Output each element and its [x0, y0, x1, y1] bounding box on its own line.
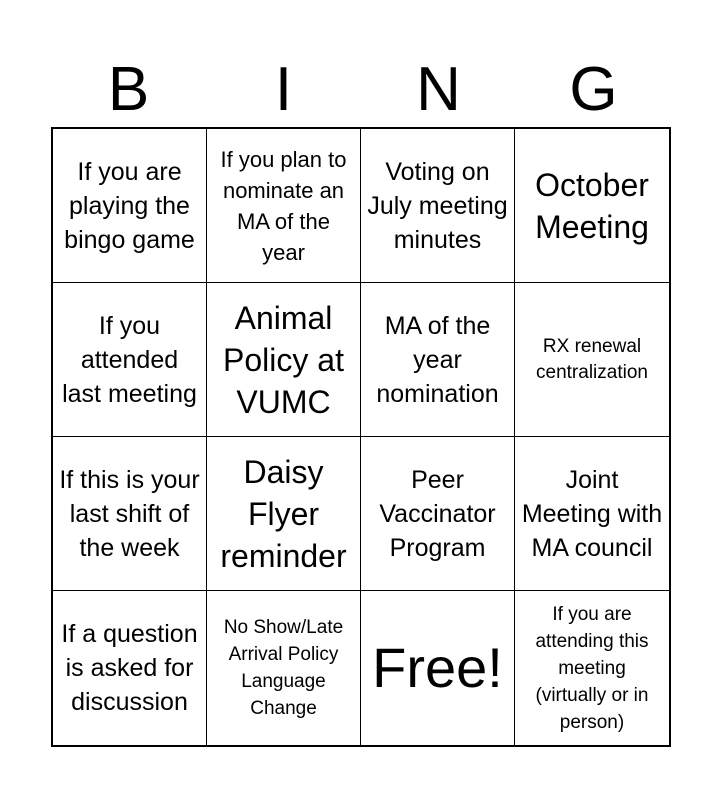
cell-text: If this is your last shift of the week [59, 465, 200, 562]
cell-text: If you attended last meeting [62, 311, 197, 408]
free-space-text: Free! [372, 636, 503, 699]
bingo-cell-r3-c1[interactable] [53, 437, 207, 591]
bingo-cell-r4-c4[interactable] [515, 591, 669, 745]
bingo-cell-r4-c1[interactable] [53, 591, 207, 745]
bingo-cell-r2-c1[interactable] [53, 283, 207, 437]
cell-text: Peer Vaccinator Program [379, 465, 496, 562]
cell-text: MA of the year nomination [376, 311, 499, 408]
cell-text: RX renewal centralization [536, 335, 648, 383]
bingo-header [51, 52, 671, 128]
header-letter-n: N [416, 55, 461, 124]
cell-text: Daisy Flyer reminder [220, 453, 347, 574]
bingo-cell-r1-c1[interactable] [53, 129, 207, 283]
bingo-cell-free[interactable] [361, 591, 515, 745]
bingo-cell-r3-c4[interactable] [515, 437, 669, 591]
bingo-cell-r2-c2[interactable] [207, 283, 361, 437]
cell-text: If you are playing the bingo game [64, 157, 195, 254]
bingo-cell-r2-c4[interactable] [515, 283, 669, 437]
bingo-cell-r1-c3[interactable] [361, 129, 515, 283]
cell-text: Joint Meeting with MA council [521, 465, 663, 562]
cell-text: Voting on July meeting minutes [367, 157, 508, 254]
bingo-cell-r2-c3[interactable] [361, 283, 515, 437]
bingo-cell-r1-c2[interactable] [207, 129, 361, 283]
bingo-board [51, 127, 671, 747]
cell-text: If you are attending this meeting (virtually or in person) [535, 603, 649, 733]
bingo-cell-r3-c3[interactable] [361, 437, 515, 591]
bingo-cell-r3-c2[interactable] [207, 437, 361, 591]
cell-text: Animal Policy at VUMC [223, 299, 344, 420]
header-letter-g: G [569, 55, 618, 124]
bingo-cell-r4-c2[interactable] [207, 591, 361, 745]
bingo-cell-r1-c4[interactable] [515, 129, 669, 283]
header-letter-b: B [107, 55, 150, 124]
cell-text: If a question is asked for discussion [61, 620, 198, 716]
cell-text: No Show/Late Arrival Policy Language Change [223, 617, 344, 719]
cell-text: October Meeting [535, 166, 649, 245]
cell-text: If you plan to nominate an MA of the year [220, 146, 347, 265]
header-letter-i: I [274, 55, 293, 124]
